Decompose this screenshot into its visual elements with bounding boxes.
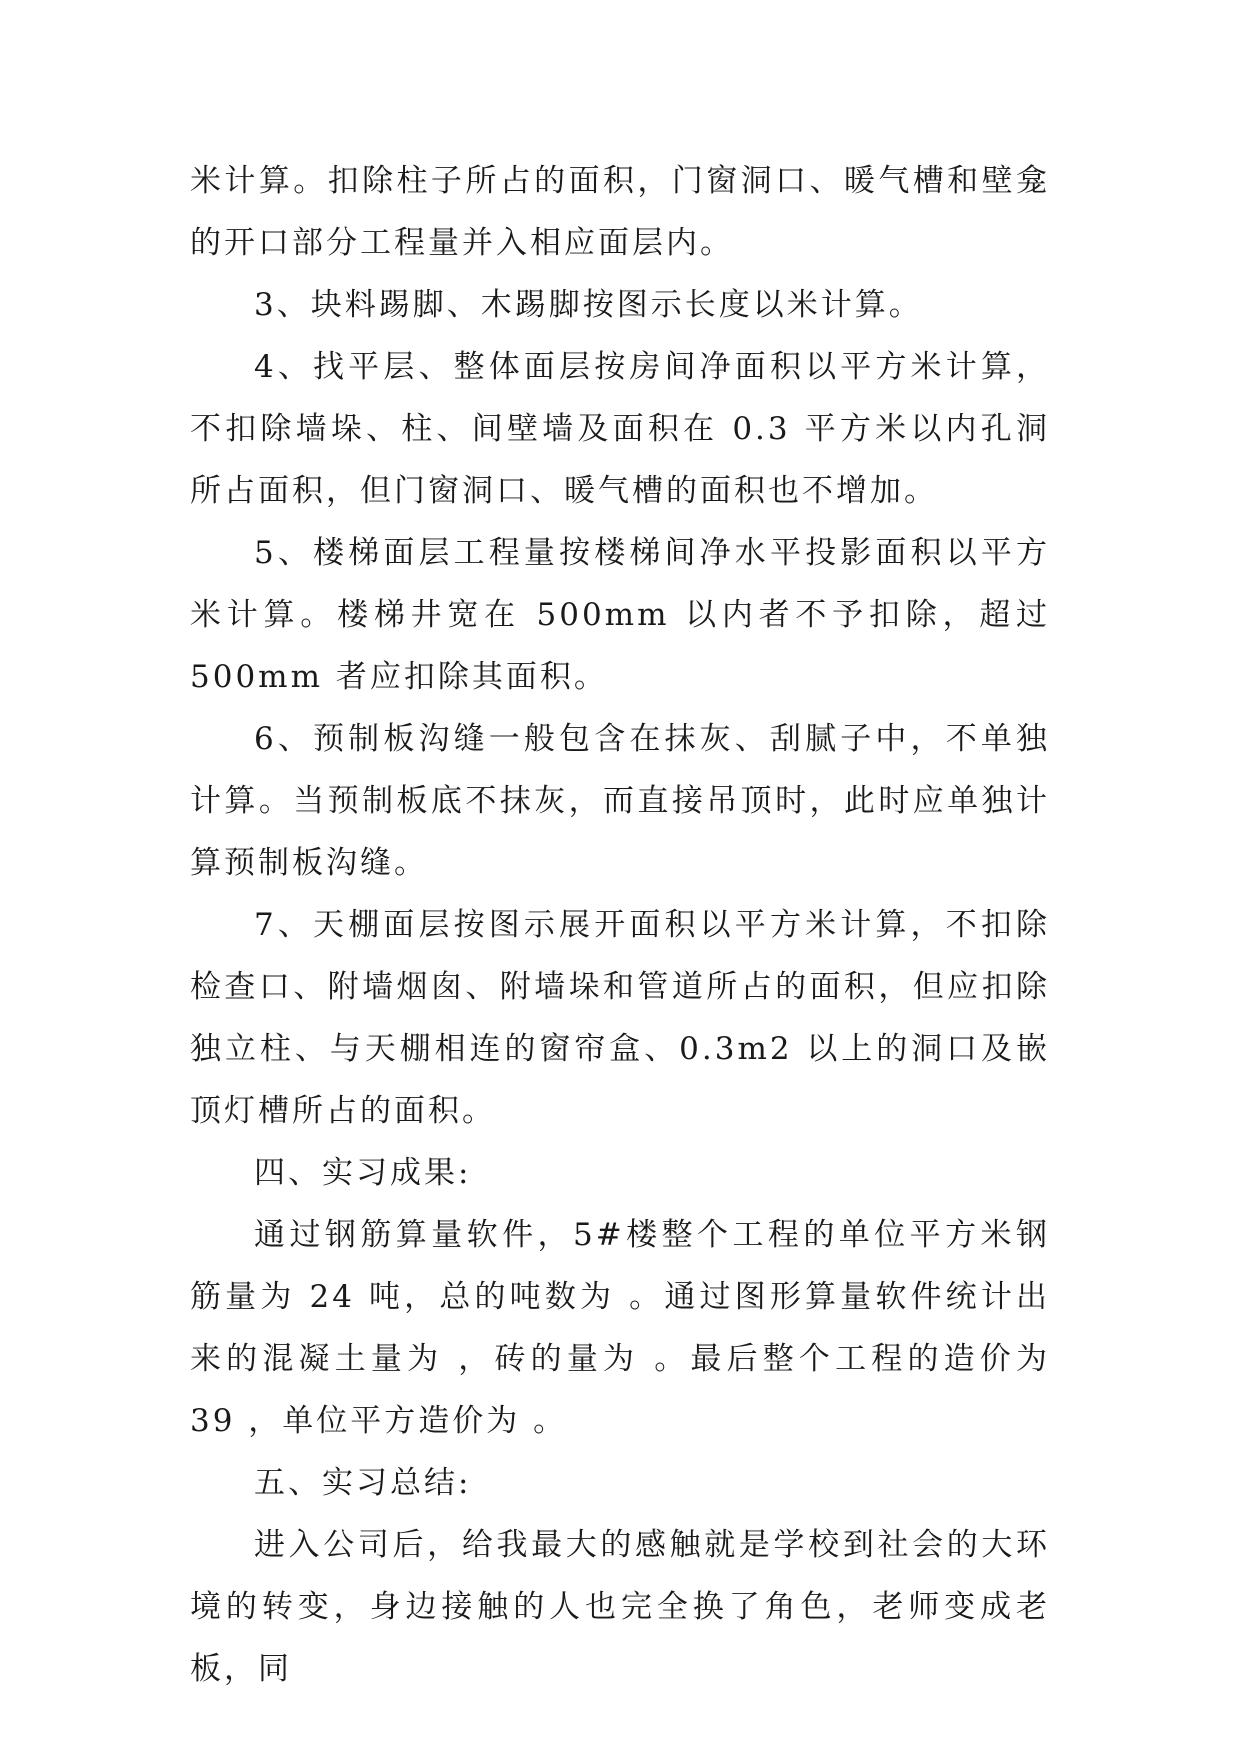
paragraph-results: 通过钢筋算量软件，5#楼整个工程的单位平方米钢筋量为 24 吨，总的吨数为 。通过图形算量软件统计出来的混凝土量为 ，砖的量为 。最后整个工程的造价为 39 ，单位平方造价为 。 [190,1217,1050,1439]
section-heading-results: 四、实习成果: [254,1155,472,1191]
paragraph-item-3: 3、块料踢脚、木踢脚按图示长度以米计算。 [254,287,923,323]
paragraph-continuation: 米计算。扣除柱子所占的面积，门窗洞口、暖气槽和壁龛的开口部分工程量并入相应面层内。 [190,163,1050,261]
paragraph-item-4: 4、找平层、整体面层按房间净面积以平方米计算，不扣除墙垛、柱、间壁墙及面积在 0.3 平方米以内孔洞所占面积，但门窗洞口、暖气槽的面积也不增加。 [190,349,1050,509]
paragraph-item-7: 7、天棚面层按图示展开面积以平方米计算，不扣除检查口、附墙烟囱、附墙垛和管道所占的面积，但应扣除独立柱、与天棚相连的窗帘盒、0.3m2 以上的洞口及嵌顶灯槽所占的面积。 [190,907,1050,1129]
paragraph-item-5: 5、楼梯面层工程量按楼梯间净水平投影面积以平方米计算。楼梯井宽在 500mm 以内者不予扣除，超过 500mm 者应扣除其面积。 [190,535,1050,695]
section-heading-summary: 五、实习总结: [254,1465,472,1501]
paragraph-item-6: 6、预制板沟缝一般包含在抹灰、刮腻子中，不单独计算。当预制板底不抹灰，而直接吊顶时，此时应单独计算预制板沟缝。 [190,721,1050,881]
paragraph-summary: 进入公司后，给我最大的感触就是学校到社会的大环境的转变，身边接触的人也完全换了角色，老师变成老板，同 [190,1527,1050,1687]
document-body [190,150,1050,1700]
